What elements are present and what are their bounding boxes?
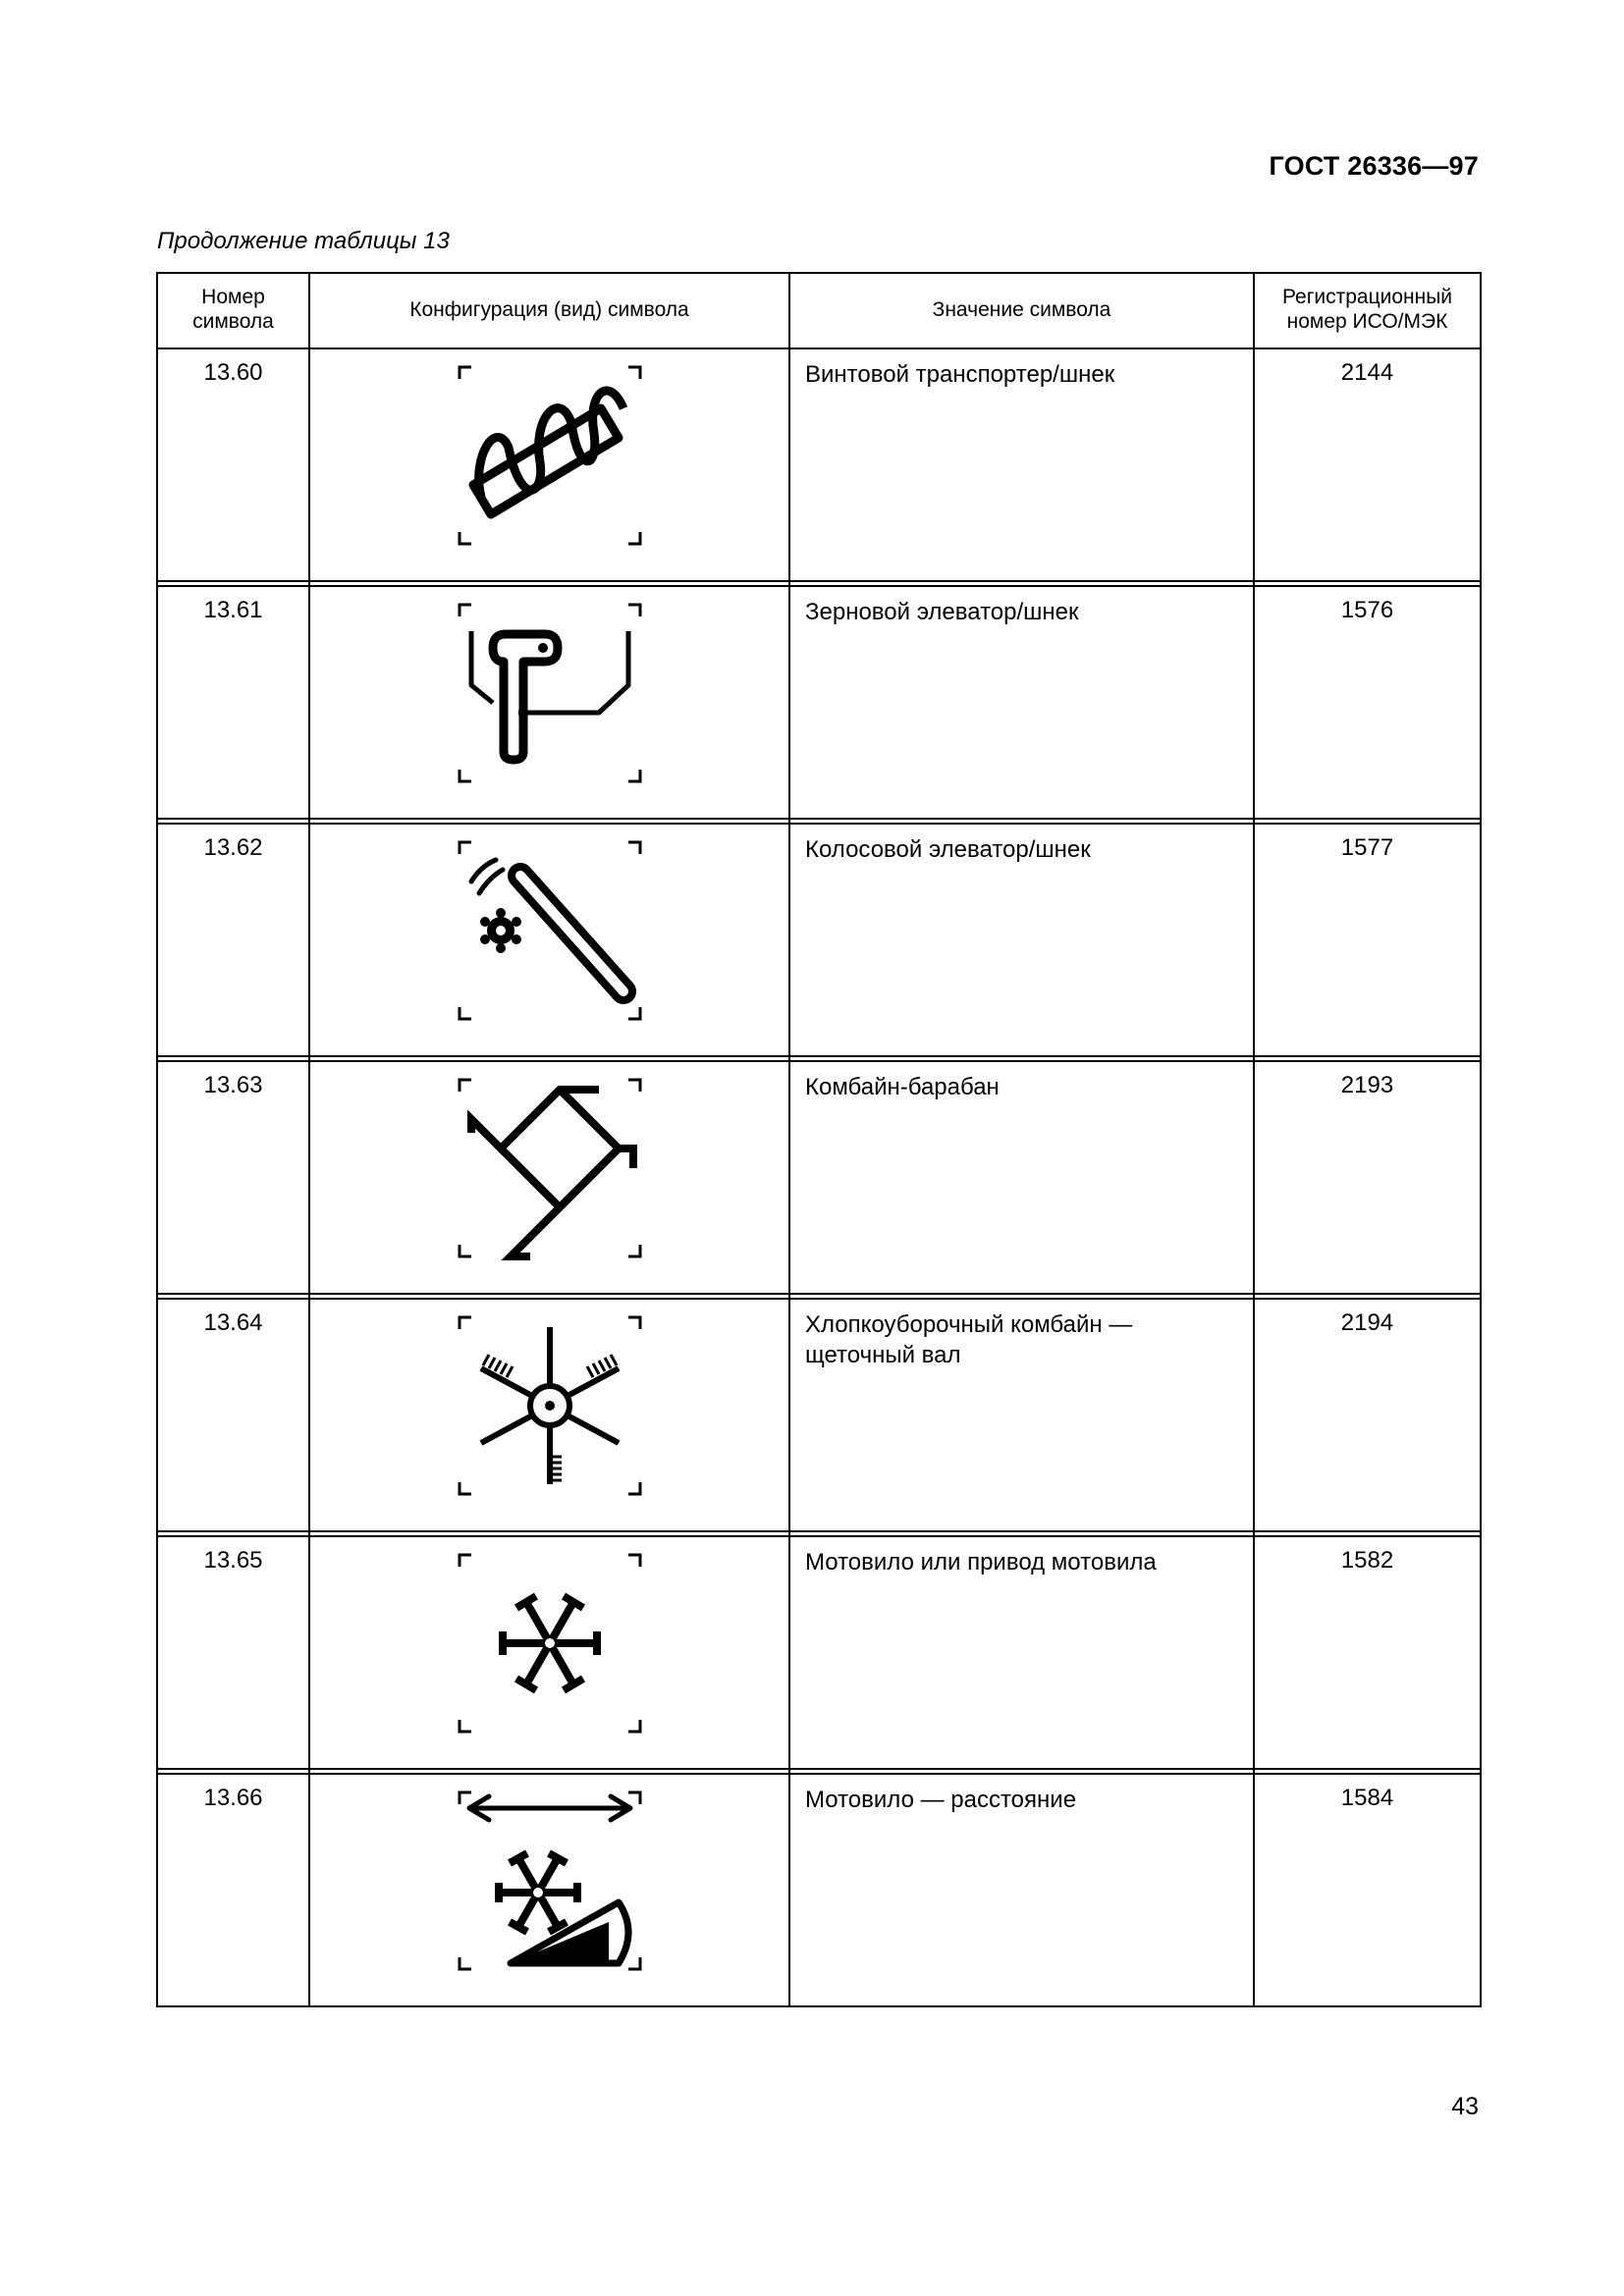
symbol-meaning: Мотовило или привод мотовила [789,1536,1254,1769]
reg-number: 1577 [1254,824,1481,1056]
table-caption: Продолжение таблицы 13 [157,228,450,254]
reg-number: 1584 [1254,1774,1481,2006]
symbol-meaning: Комбайн-барабан [789,1061,1254,1294]
combine-drum-icon [452,1062,648,1268]
column-header-reg-number: Регистрационный номер ИСО/МЭК [1254,273,1481,345]
symbol-number: 13.66 [157,1774,309,2006]
tailings-elevator-icon [452,825,648,1031]
reel-distance-icon [452,1775,648,1981]
column-header-configuration: Конфигурация (вид) символа [309,273,789,345]
reg-number: 1582 [1254,1536,1481,1769]
symbol-meaning: Хлопкоуборочный комбайн — щеточный вал [789,1299,1254,1531]
symbol-meaning: Винтовой транспортер/шнек [789,348,1254,581]
table-header-row [157,273,1481,345]
symbol-number: 13.65 [157,1536,309,1769]
reg-number: 2193 [1254,1061,1481,1294]
document-code: ГОСТ 26336—97 [1269,151,1479,181]
symbol-meaning: Мотовило — расстояние [789,1774,1254,2006]
table-row [157,1774,1481,2006]
symbol-number: 13.60 [157,348,309,581]
column-header-meaning: Значение символа [789,273,1254,345]
column-header-number: Номер символа [157,273,309,345]
page-number: 43 [1451,2093,1479,2120]
grain-elevator-icon [452,587,648,793]
reg-number: 2194 [1254,1299,1481,1531]
reel-icon [452,1537,648,1743]
table-row [157,1299,1481,1531]
symbol-number: 13.64 [157,1299,309,1531]
table-row [157,348,1481,581]
symbol-meaning: Зерновой элеватор/шнек [789,586,1254,819]
symbol-meaning: Колосовой элеватор/шнек [789,824,1254,1056]
table-row [157,1061,1481,1294]
symbol-number: 13.61 [157,586,309,819]
table-row [157,824,1481,1056]
table-row [157,586,1481,819]
symbol-number: 13.62 [157,824,309,1056]
reg-number: 2144 [1254,348,1481,581]
symbol-number: 13.63 [157,1061,309,1294]
screw-conveyor-icon [452,349,648,556]
table-row [157,1536,1481,1769]
cotton-brush-shaft-icon [452,1300,648,1506]
reg-number: 1576 [1254,586,1481,819]
symbols-table [156,272,1482,2007]
